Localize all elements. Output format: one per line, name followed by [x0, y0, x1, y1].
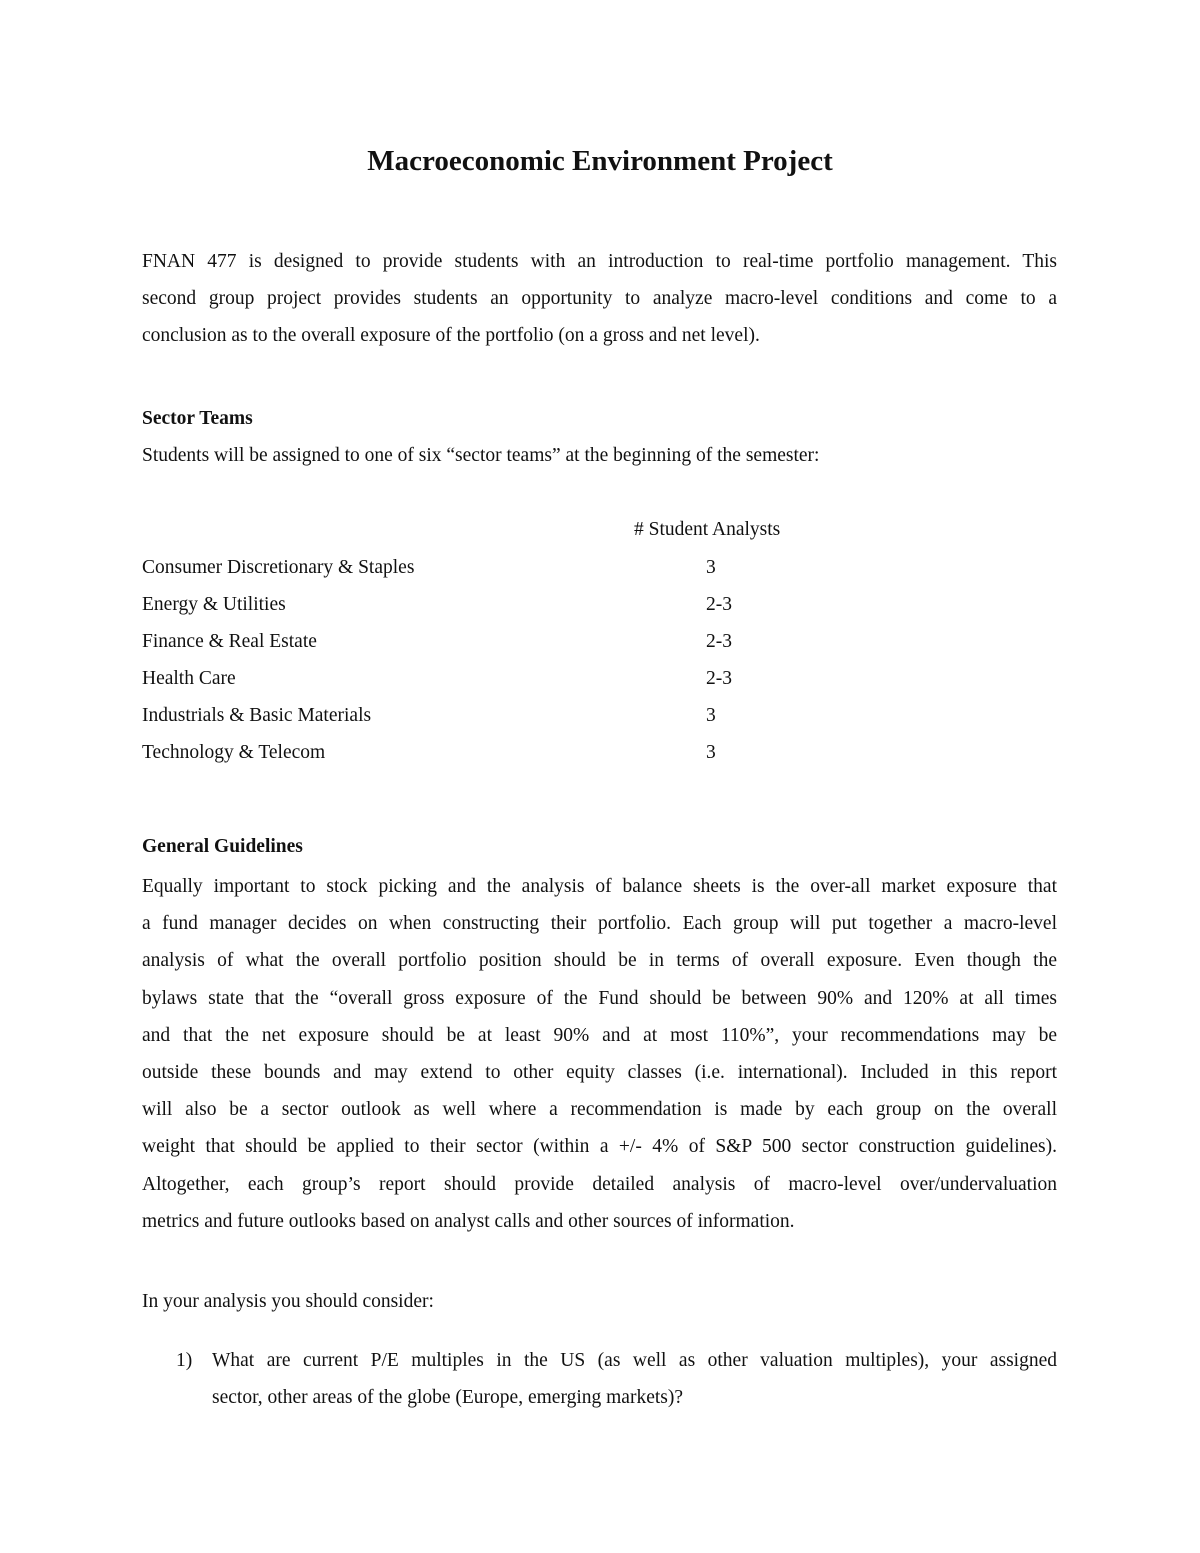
- sector-name: Finance & Real Estate: [142, 631, 317, 652]
- analyst-count: 3: [706, 557, 716, 578]
- sector-row: [142, 701, 942, 731]
- analyst-count: 2-3: [706, 594, 732, 615]
- sector-name: Industrials & Basic Materials: [142, 705, 372, 726]
- sector-teams-heading: Sector Teams: [142, 408, 253, 429]
- sector-row: [142, 627, 942, 657]
- guidelines-line: a fund manager decides on when constructing their portfolio. Each group will put together a macro-level: [142, 913, 1057, 935]
- sector-name: Consumer Discretionary & Staples: [142, 557, 415, 578]
- list-item-line: sector, other areas of the globe (Europe, emerging markets)?: [212, 1387, 683, 1409]
- sector-row: [142, 590, 942, 620]
- intro-paragraph: [142, 243, 1057, 355]
- sector-row: [142, 664, 942, 694]
- sector-teams-description: Students will be assigned to one of six “sector teams” at the beginning of the semester:: [142, 445, 820, 466]
- student-analysts-column-header: # Student Analysts: [634, 519, 781, 540]
- guidelines-line: analysis of what the overall portfolio position should be in terms of overall exposure. Even though the: [142, 950, 1057, 972]
- analyst-count: 2-3: [706, 668, 732, 689]
- list-item-text: [212, 1342, 1057, 1416]
- guidelines-line: and that the net exposure should be at least 90% and at most 110%”, your recommendations may be: [142, 1024, 1057, 1046]
- guidelines-line: Altogether, each group’s report should provide detailed analysis of macro-level over/undervaluation: [142, 1173, 1057, 1195]
- guidelines-line: outside these bounds and may extend to other equity classes (i.e. international). Included in this report: [142, 1062, 1057, 1084]
- sector-name: Health Care: [142, 668, 236, 689]
- guidelines-line: Equally important to stock picking and the analysis of balance sheets is the over-all market exposure that: [142, 876, 1057, 897]
- list-item-number: 1): [176, 1350, 193, 1371]
- analyst-count: 3: [706, 705, 716, 726]
- list-item-line: What are current P/E multiples in the US (as well as other valuation multiples), your assigned: [212, 1350, 1057, 1371]
- analyst-count: 3: [706, 742, 716, 763]
- general-guidelines-heading: General Guidelines: [142, 836, 303, 857]
- document-title: Macroeconomic Environment Project: [367, 145, 833, 177]
- analyst-count: 2-3: [706, 631, 732, 652]
- guidelines-line: weight that should be applied to their sector (within a +/- 4% of S&P 500 sector construction guidelines).: [142, 1136, 1057, 1158]
- guidelines-line: metrics and future outlooks based on analyst calls and other sources of information.: [142, 1210, 795, 1232]
- sector-name: Energy & Utilities: [142, 594, 286, 615]
- consider-intro: In your analysis you should consider:: [142, 1291, 434, 1312]
- guidelines-line: will also be a sector outlook as well where a recommendation is made by each group on the overall: [142, 1099, 1057, 1121]
- intro-line: FNAN 477 is designed to provide students with an introduction to real-time portfolio management. This: [142, 251, 1057, 272]
- sector-name: Technology & Telecom: [142, 742, 326, 763]
- sector-row: [142, 553, 942, 583]
- guidelines-paragraph: [142, 868, 1057, 1240]
- guidelines-line: bylaws state that the “overall gross exposure of the Fund should be between 90% and 120% at all times: [142, 987, 1057, 1009]
- intro-line: conclusion as to the overall exposure of the portfolio (on a gross and net level).: [142, 325, 760, 347]
- sector-row: [142, 738, 942, 768]
- intro-line: second group project provides students an opportunity to analyze macro-level conditions and come to a: [142, 288, 1057, 310]
